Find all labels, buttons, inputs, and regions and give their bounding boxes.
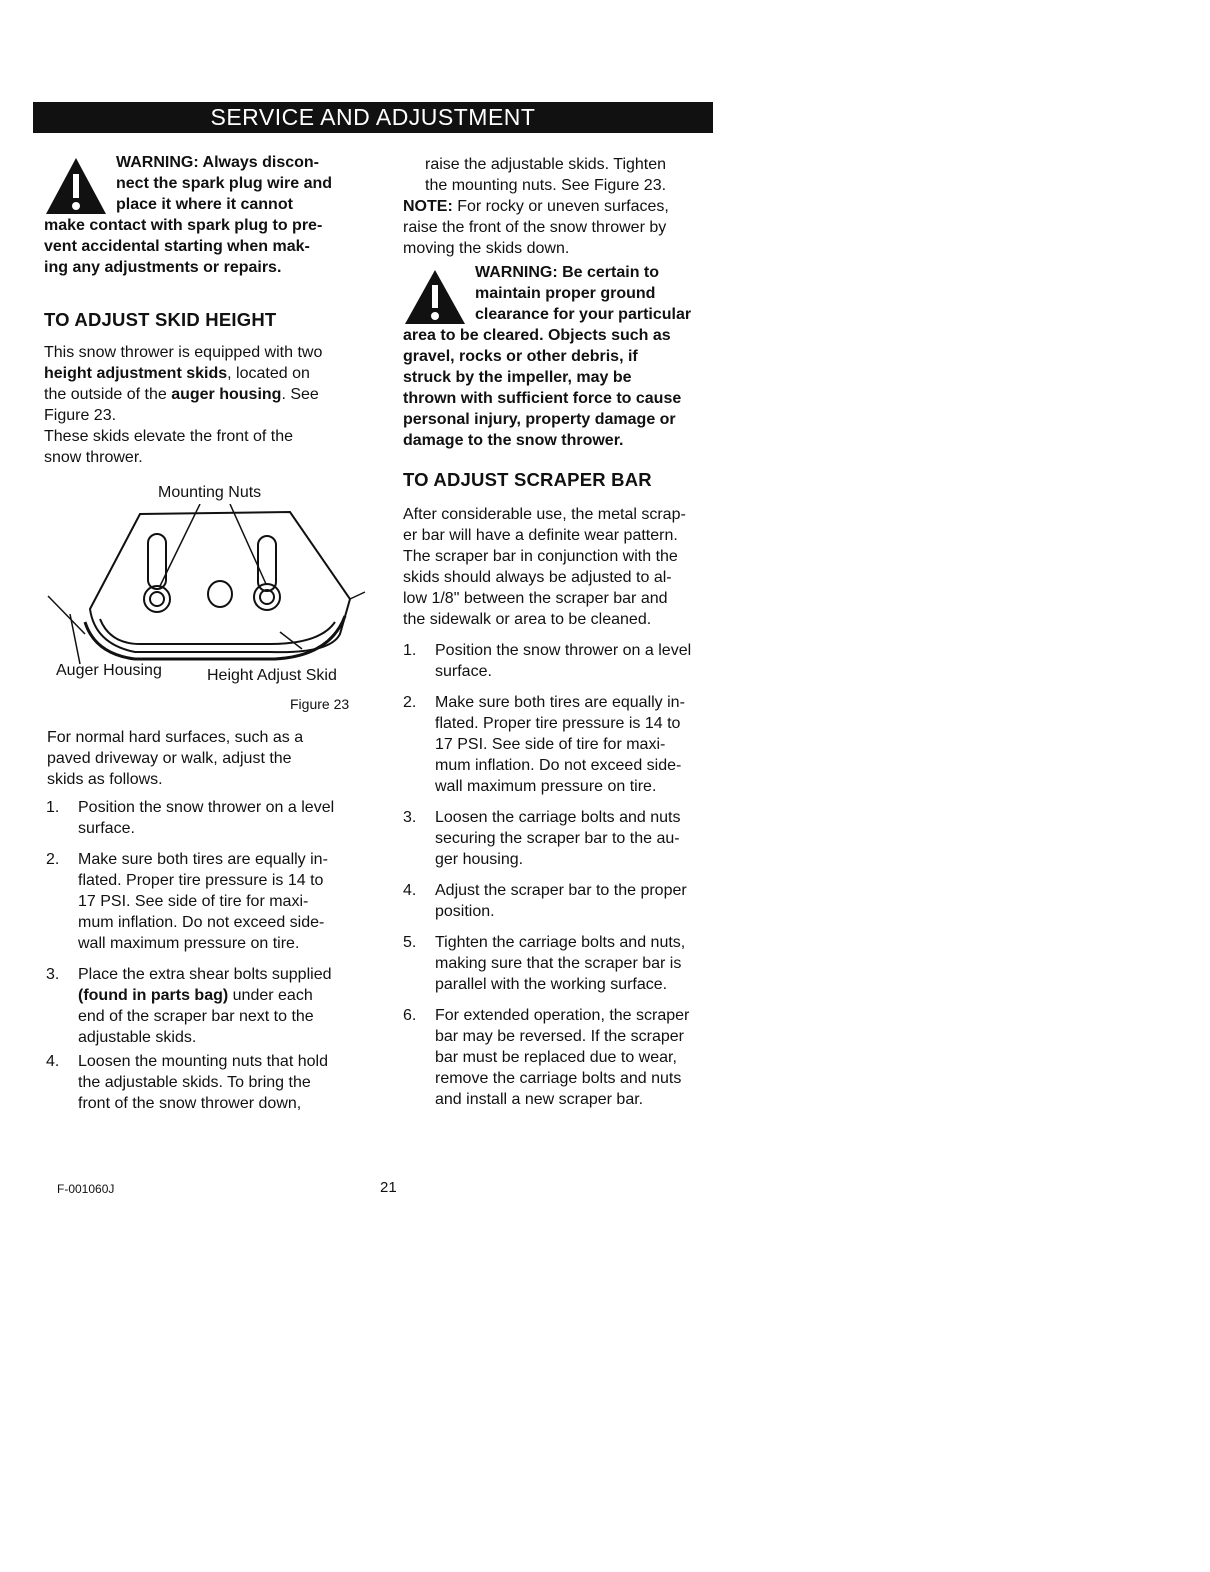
bold-term: auger housing	[171, 386, 282, 403]
list-item	[403, 640, 743, 682]
text-line: the mounting nuts. See Figure 23.	[425, 177, 667, 194]
warning-2-line: struck by the impeller, may be	[403, 369, 632, 386]
scraper-intro	[403, 504, 743, 630]
text-line	[403, 196, 743, 217]
skid-intro	[44, 342, 384, 468]
section-title: SERVICE AND ADJUSTMENT	[210, 104, 536, 130]
text-line: end of the scraper bar next to the	[78, 1008, 314, 1025]
list-item	[403, 932, 743, 995]
warning-2-line: damage to the snow thrower.	[403, 432, 624, 449]
warning-1-line: WARNING: Always discon-	[116, 154, 319, 171]
text-span: , located on	[227, 365, 310, 382]
text-line: making sure that the scraper bar is	[435, 955, 682, 972]
warning-1-line: vent accidental starting when mak-	[44, 238, 310, 255]
warning-triangle-icon	[44, 156, 108, 216]
text-line: mum inflation. Do not exceed side-	[435, 757, 682, 774]
text-line: snow thrower.	[44, 449, 143, 466]
text-line: raise the adjustable skids. Tighten	[425, 156, 667, 173]
list-item	[46, 849, 387, 954]
step-number: 2.	[403, 694, 417, 711]
text-line: remove the carriage bolts and nuts	[435, 1070, 682, 1087]
left-column	[44, 152, 384, 468]
text-line: For extended operation, the scraper	[435, 1007, 690, 1024]
list-item	[403, 880, 743, 922]
label-auger-housing: Auger Housing	[56, 662, 162, 679]
page-number: 21	[380, 1179, 397, 1196]
text-line: raise the front of the snow thrower by	[403, 219, 667, 236]
bold-term: (found in parts bag)	[78, 987, 229, 1004]
text-line: bar may be reversed. If the scraper	[435, 1028, 684, 1045]
text-span: . See	[281, 386, 319, 403]
step-number: 3.	[46, 966, 60, 983]
step-number: 4.	[46, 1053, 60, 1070]
warning-1-line: ing any adjustments or repairs.	[44, 259, 282, 276]
step-number: 1.	[403, 642, 417, 659]
list-item	[46, 964, 387, 1048]
text-line: This snow thrower is equipped with two	[44, 344, 323, 361]
warning-block-2	[403, 262, 743, 457]
warning-1-line: make contact with spark plug to pre-	[44, 217, 323, 234]
text-line: Place the extra shear bolts supplied	[78, 966, 332, 983]
list-item	[403, 1005, 743, 1110]
label-height-adjust-skid: Height Adjust Skid	[207, 667, 337, 684]
text-span: the outside of the	[44, 386, 172, 403]
text-line: ger housing.	[435, 851, 524, 868]
text-line	[44, 384, 384, 405]
step-number: 4.	[403, 882, 417, 899]
list-item	[403, 692, 743, 797]
heading-skid-height: TO ADJUST SKID HEIGHT	[44, 309, 277, 330]
normal-surfaces-text	[47, 727, 387, 790]
text-line: Make sure both tires are equally in-	[78, 851, 328, 868]
warning-1-line: nect the spark plug wire and	[116, 175, 333, 192]
text-line: Tighten the carriage bolts and nuts,	[435, 934, 686, 951]
text-line: These skids elevate the front of the	[44, 428, 294, 445]
text-line: mum inflation. Do not exceed side-	[78, 914, 325, 931]
text-line: surface.	[78, 820, 135, 837]
text-line: the adjustable skids. To bring the	[78, 1074, 311, 1091]
text-line: low 1/8" between the scraper bar and	[403, 590, 668, 607]
text-line: Loosen the mounting nuts that hold	[78, 1053, 328, 1070]
text-line: securing the scraper bar to the au-	[435, 830, 680, 847]
warning-block-1	[44, 152, 384, 284]
step-number: 5.	[403, 934, 417, 951]
warning-2-line: thrown with sufficient force to cause	[403, 390, 682, 407]
text-line: bar must be replaced due to wear,	[435, 1049, 677, 1066]
text-line: skids as follows.	[47, 771, 163, 788]
warning-2-line: clearance for your particular	[475, 306, 692, 323]
step-number: 2.	[46, 851, 60, 868]
text-line: surface.	[435, 663, 492, 680]
text-line: 17 PSI. See side of tire for maxi-	[78, 893, 309, 910]
text-line: Make sure both tires are equally in-	[435, 694, 685, 711]
text-line	[44, 363, 384, 384]
figure-23	[40, 480, 380, 720]
text-line: The scraper bar in conjunction with the	[403, 548, 678, 565]
step-number: 6.	[403, 1007, 417, 1024]
scraper-steps	[403, 640, 743, 1110]
step-number: 1.	[46, 799, 60, 816]
warning-triangle-icon	[403, 268, 467, 326]
text-span: under each	[228, 987, 313, 1004]
text-line: 17 PSI. See side of tire for maxi-	[435, 736, 666, 753]
text-line: Figure 23.	[44, 407, 117, 424]
skid-steps	[46, 797, 387, 1114]
text-line: Loosen the carriage bolts and nuts	[435, 809, 681, 826]
warning-2-line: area to be cleared. Objects such as	[403, 327, 671, 344]
warning-2-line: maintain proper ground	[475, 285, 656, 302]
text-line: Position the snow thrower on a level	[435, 642, 692, 659]
section-banner	[33, 102, 713, 133]
text-span: For rocky or uneven surfaces,	[452, 198, 669, 215]
list-item	[46, 1051, 387, 1114]
text-line: wall maximum pressure on tire.	[78, 935, 300, 952]
text-line: For normal hard surfaces, such as a	[47, 729, 304, 746]
text-line: paved driveway or walk, adjust the	[47, 750, 292, 767]
warning-2-line: personal injury, property damage or	[403, 411, 676, 428]
text-line: flated. Proper tire pressure is 14 to	[435, 715, 681, 732]
text-line: and install a new scraper bar.	[435, 1091, 644, 1108]
text-line: After considerable use, the metal scrap-	[403, 506, 686, 523]
text-line: wall maximum pressure on tire.	[435, 778, 657, 795]
document-code: F-001060J	[57, 1182, 115, 1196]
bold-term: height adjustment skids	[44, 365, 228, 382]
left-column-lower	[47, 727, 387, 1114]
text-line: skids should always be adjusted to al-	[403, 569, 672, 586]
step-number: 3.	[403, 809, 417, 826]
warning-2-line: WARNING: Be certain to	[475, 264, 660, 281]
note-block	[403, 196, 743, 259]
figure-caption: Figure 23	[290, 696, 350, 712]
text-line: adjustable skids.	[78, 1029, 197, 1046]
warning-1-line: place it where it cannot	[116, 196, 293, 213]
heading-scraper-bar: TO ADJUST SCRAPER BAR	[403, 469, 652, 490]
list-item	[46, 797, 387, 839]
text-line: Adjust the scraper bar to the proper	[435, 882, 687, 899]
text-line: er bar will have a definite wear pattern.	[403, 527, 678, 544]
text-line: moving the skids down.	[403, 240, 570, 257]
text-line: parallel with the working surface.	[435, 976, 668, 993]
continued-text	[403, 154, 743, 196]
text-line	[78, 985, 387, 1006]
list-item	[403, 807, 743, 870]
text-line: the sidewalk or area to be cleaned.	[403, 611, 652, 628]
text-line: position.	[435, 903, 495, 920]
label-mounting-nuts: Mounting Nuts	[158, 484, 262, 501]
text-line: flated. Proper tire pressure is 14 to	[78, 872, 324, 889]
note-label: NOTE:	[403, 198, 453, 215]
text-line: front of the snow thrower down,	[78, 1095, 302, 1112]
right-column	[403, 154, 743, 1110]
warning-2-line: gravel, rocks or other debris, if	[403, 348, 638, 365]
text-line: Position the snow thrower on a level	[78, 799, 335, 816]
